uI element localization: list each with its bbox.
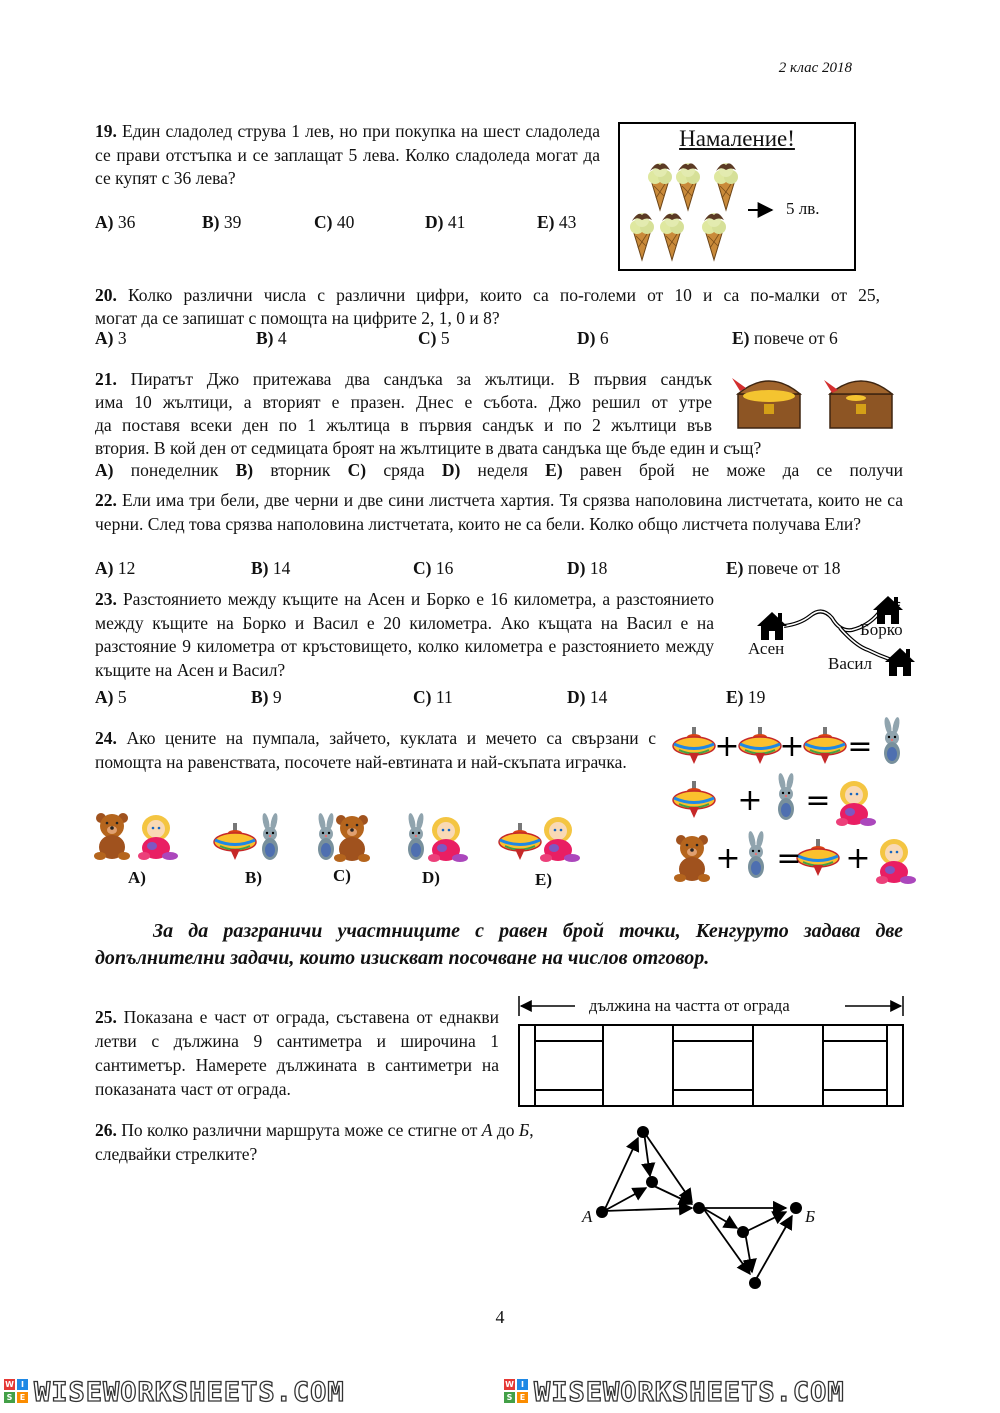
doll-icon [876, 839, 916, 884]
q24-answer-pictures [90, 810, 590, 870]
q20-option-d: D) 6 [577, 328, 609, 348]
footer-watermark [0, 1376, 1000, 1408]
bear-icon [334, 815, 370, 862]
q22-text: 22. Ели има три бели, две черни и две сини листчета хартия. Тя срязва наполовина листчетата, които не са черни. След това срязва наполовина листчетата, които не са бели. Колко общо листчета получава Ели? [95, 490, 903, 534]
graph-node [637, 1126, 649, 1138]
discount-price: 5 лв. [786, 199, 820, 218]
q24-label-c: C) [333, 866, 351, 885]
q24-label-d: D) [422, 868, 440, 887]
graph-arrow [644, 1132, 692, 1202]
spinning-top-icon [673, 781, 715, 818]
q21-options [95, 459, 903, 483]
q21-text-line3: да поставя всеки ден по 1 жълтица в първия сандък и по 2 жълтици във [95, 415, 712, 435]
plus-sign: + [779, 729, 805, 764]
q20-option-a: A) 3 [95, 328, 127, 348]
treasure-chests-illustration [726, 364, 906, 438]
discount-box [618, 122, 856, 271]
icecream-icon [648, 163, 672, 210]
graph-node [693, 1202, 705, 1214]
footer-site-text: WISEWORKSHEETS.COM [34, 1376, 345, 1408]
discount-title: Намаление! [679, 126, 795, 151]
q25-text: 25. Показана е част от ограда, съставена от еднакви летви с дължина 9 сантиметра и широчина 1 сантиметър. Намерете дължината в сантиметри на показаната част от ограда. [95, 1007, 499, 1099]
house-icon [885, 648, 915, 676]
q22-option-d: D) 18 [567, 558, 608, 578]
footer-segment [4, 1376, 345, 1408]
graph-node [737, 1226, 749, 1238]
q26-text: 26. По колко различни маршрута може се стигне от А до Б, следвайки стрелките? [95, 1120, 534, 1164]
bunny-icon [407, 813, 425, 860]
q20-text-line2: могат да се запишат с помощта на цифрите 2, 1, 0 и 8? [95, 308, 500, 328]
q19-option-e: E) 43 [537, 212, 577, 232]
q19-option-a: A) 36 [95, 212, 136, 232]
q20-option-b: B) 4 [256, 328, 287, 348]
graph-node [749, 1277, 761, 1289]
house-icon [757, 612, 787, 640]
q24-number: 24. [95, 728, 117, 748]
bunny-icon [261, 813, 279, 860]
q20-number: 20. [95, 285, 117, 305]
q20-option-c: C) 5 [418, 328, 450, 348]
q21-text-line4: втория. В кой ден от седмицата броят на жълтиците в двата сандъка ще бъде един и същ? [95, 438, 762, 458]
q25-number: 25. [95, 1007, 117, 1027]
q22-option-e: E) повече от 18 [726, 558, 841, 578]
q20-option-e: E) повече от 6 [732, 328, 838, 348]
q21-number: 21. [95, 369, 117, 389]
q24-label-b: B) [245, 868, 262, 887]
graph-arrow [703, 1208, 750, 1274]
spinning-top-icon [797, 839, 839, 876]
graph-arrow [755, 1216, 792, 1281]
equals-sign: = [847, 729, 873, 764]
q24-text: 24. Ако цените на пумпала, зайчето, куклата и мечето са свързани с помощта на равенствата, посочете най-евтината и най-скъпата играчка. [95, 728, 657, 772]
q19-text: 19. Един сладолед струва 1 лев, но при покупка на шест сладоледа се прави отстъпка и се заплащат 5 лева. Колко сладоледа могат да се купят с 36 лева? [95, 121, 601, 188]
header-year: 2 клас 2018 [778, 60, 852, 76]
bunny-icon [777, 773, 795, 820]
bunny-icon [747, 831, 765, 878]
plus-sign: + [737, 783, 763, 818]
footer-site-text: WISEWORKSHEETS.COM [534, 1376, 845, 1408]
red-arrow-icon [824, 380, 838, 393]
q22-option-b: B) 14 [251, 558, 291, 578]
icecream-icon [660, 213, 684, 260]
q19-option-b: B) 39 [202, 212, 242, 232]
doll-icon [138, 815, 178, 860]
icecream-illustration [620, 124, 854, 269]
q23-number: 23. [95, 589, 117, 609]
q21-text-line2: има 10 жълтици, а вторият е празен. Днес е събота. Джо решил от утре [95, 392, 712, 412]
spinning-top-icon [739, 727, 781, 764]
plus-sign: + [845, 841, 871, 876]
icecream-icon [702, 213, 726, 260]
icecream-icon [630, 213, 654, 260]
graph-arrow [604, 1208, 692, 1211]
q22-number: 22. [95, 490, 117, 510]
q19-number: 19. [95, 121, 117, 141]
q21-option-b: B) вторник [235, 460, 331, 480]
bunny-icon [317, 813, 335, 860]
graph-node [596, 1206, 608, 1218]
q19-option-d: D) 41 [425, 212, 466, 232]
label-vasil: Васил [828, 654, 873, 673]
wise-logo-icon: W I S E [504, 1379, 530, 1405]
node-label-a: А [582, 1207, 593, 1226]
equals-sign: = [805, 783, 831, 818]
spinning-top-icon [673, 727, 715, 764]
q23-option-b: B) 9 [251, 687, 282, 707]
wise-logo-icon: W I S E [4, 1379, 30, 1405]
doll-icon [836, 781, 876, 826]
graph-arrow [745, 1232, 752, 1272]
q24-label-a: A) [128, 868, 146, 887]
tiebreak-note: За да разграничи участниците с равен брой точки, Кенгуруто задава две допълнителни задачи, които изискват посочване на числов отговор. [95, 920, 903, 969]
graph-arrow [745, 1212, 786, 1232]
spinning-top-icon [214, 823, 256, 860]
q22-option-a: A) 12 [95, 558, 136, 578]
chest-icon [738, 381, 800, 428]
footer-segment [504, 1376, 845, 1408]
q21-text-line1: 21. Пиратът Джо притежава два сандъка за жълтици. В първия сандък [95, 369, 713, 389]
q23-option-d: D) 14 [567, 687, 608, 707]
label-asen: Асен [748, 639, 785, 658]
q21-option-a: A) понеделник [95, 460, 219, 480]
fence-length-caption: дължина на частта от ограда [585, 996, 794, 1016]
q21-option-d: D) неделя [441, 460, 528, 480]
chest-icon [830, 381, 892, 428]
route-graph [580, 1120, 820, 1300]
label-borko: Борко [860, 620, 903, 639]
bear-icon [94, 813, 130, 860]
q24-label-e: E) [535, 870, 552, 889]
toy-equations [668, 716, 920, 892]
q19-option-c: C) 40 [314, 212, 355, 232]
plus-sign: + [715, 841, 741, 876]
graph-arrow [604, 1138, 638, 1211]
bunny-icon [883, 717, 901, 764]
q23-option-c: C) 11 [413, 687, 453, 707]
spinning-top-icon [804, 727, 846, 764]
q21-option-c: C) сряда [347, 460, 425, 480]
spinning-top-icon [499, 823, 541, 860]
graph-node [646, 1176, 658, 1188]
q21-option-e: E) равен брой не може да се получи [545, 460, 904, 480]
doll-icon [428, 817, 468, 862]
icecream-icon [676, 163, 700, 210]
q20-text-line1: 20. Колко различни числа с различни цифри, които са по-големи от 10 и са по-малки от 25, [95, 285, 881, 305]
q23-option-e: E) 19 [726, 687, 766, 707]
plus-sign: + [714, 729, 740, 764]
icecream-icon [714, 163, 738, 210]
bear-icon [674, 835, 710, 882]
q22-option-c: C) 16 [413, 558, 454, 578]
page-number: 4 [495, 1307, 505, 1327]
q26-number: 26. [95, 1120, 117, 1140]
q23-option-a: A) 5 [95, 687, 127, 707]
node-label-b: Б [805, 1207, 816, 1226]
doll-icon [540, 817, 580, 862]
q23-text: 23. Разстоянието между къщите на Асен и Борко е 16 километра, а разстоянието между къщите на Борко и Васил е 20 километра. Ако къщата на Васил е на разстояние 9 километра от кръстовището, колко километра е разстоянието между къщите на Асен и Васил? [95, 589, 714, 680]
red-arrow-icon [732, 378, 746, 391]
graph-arrow [703, 1208, 737, 1228]
equals-sign: = [776, 841, 802, 876]
graph-node [790, 1202, 802, 1214]
